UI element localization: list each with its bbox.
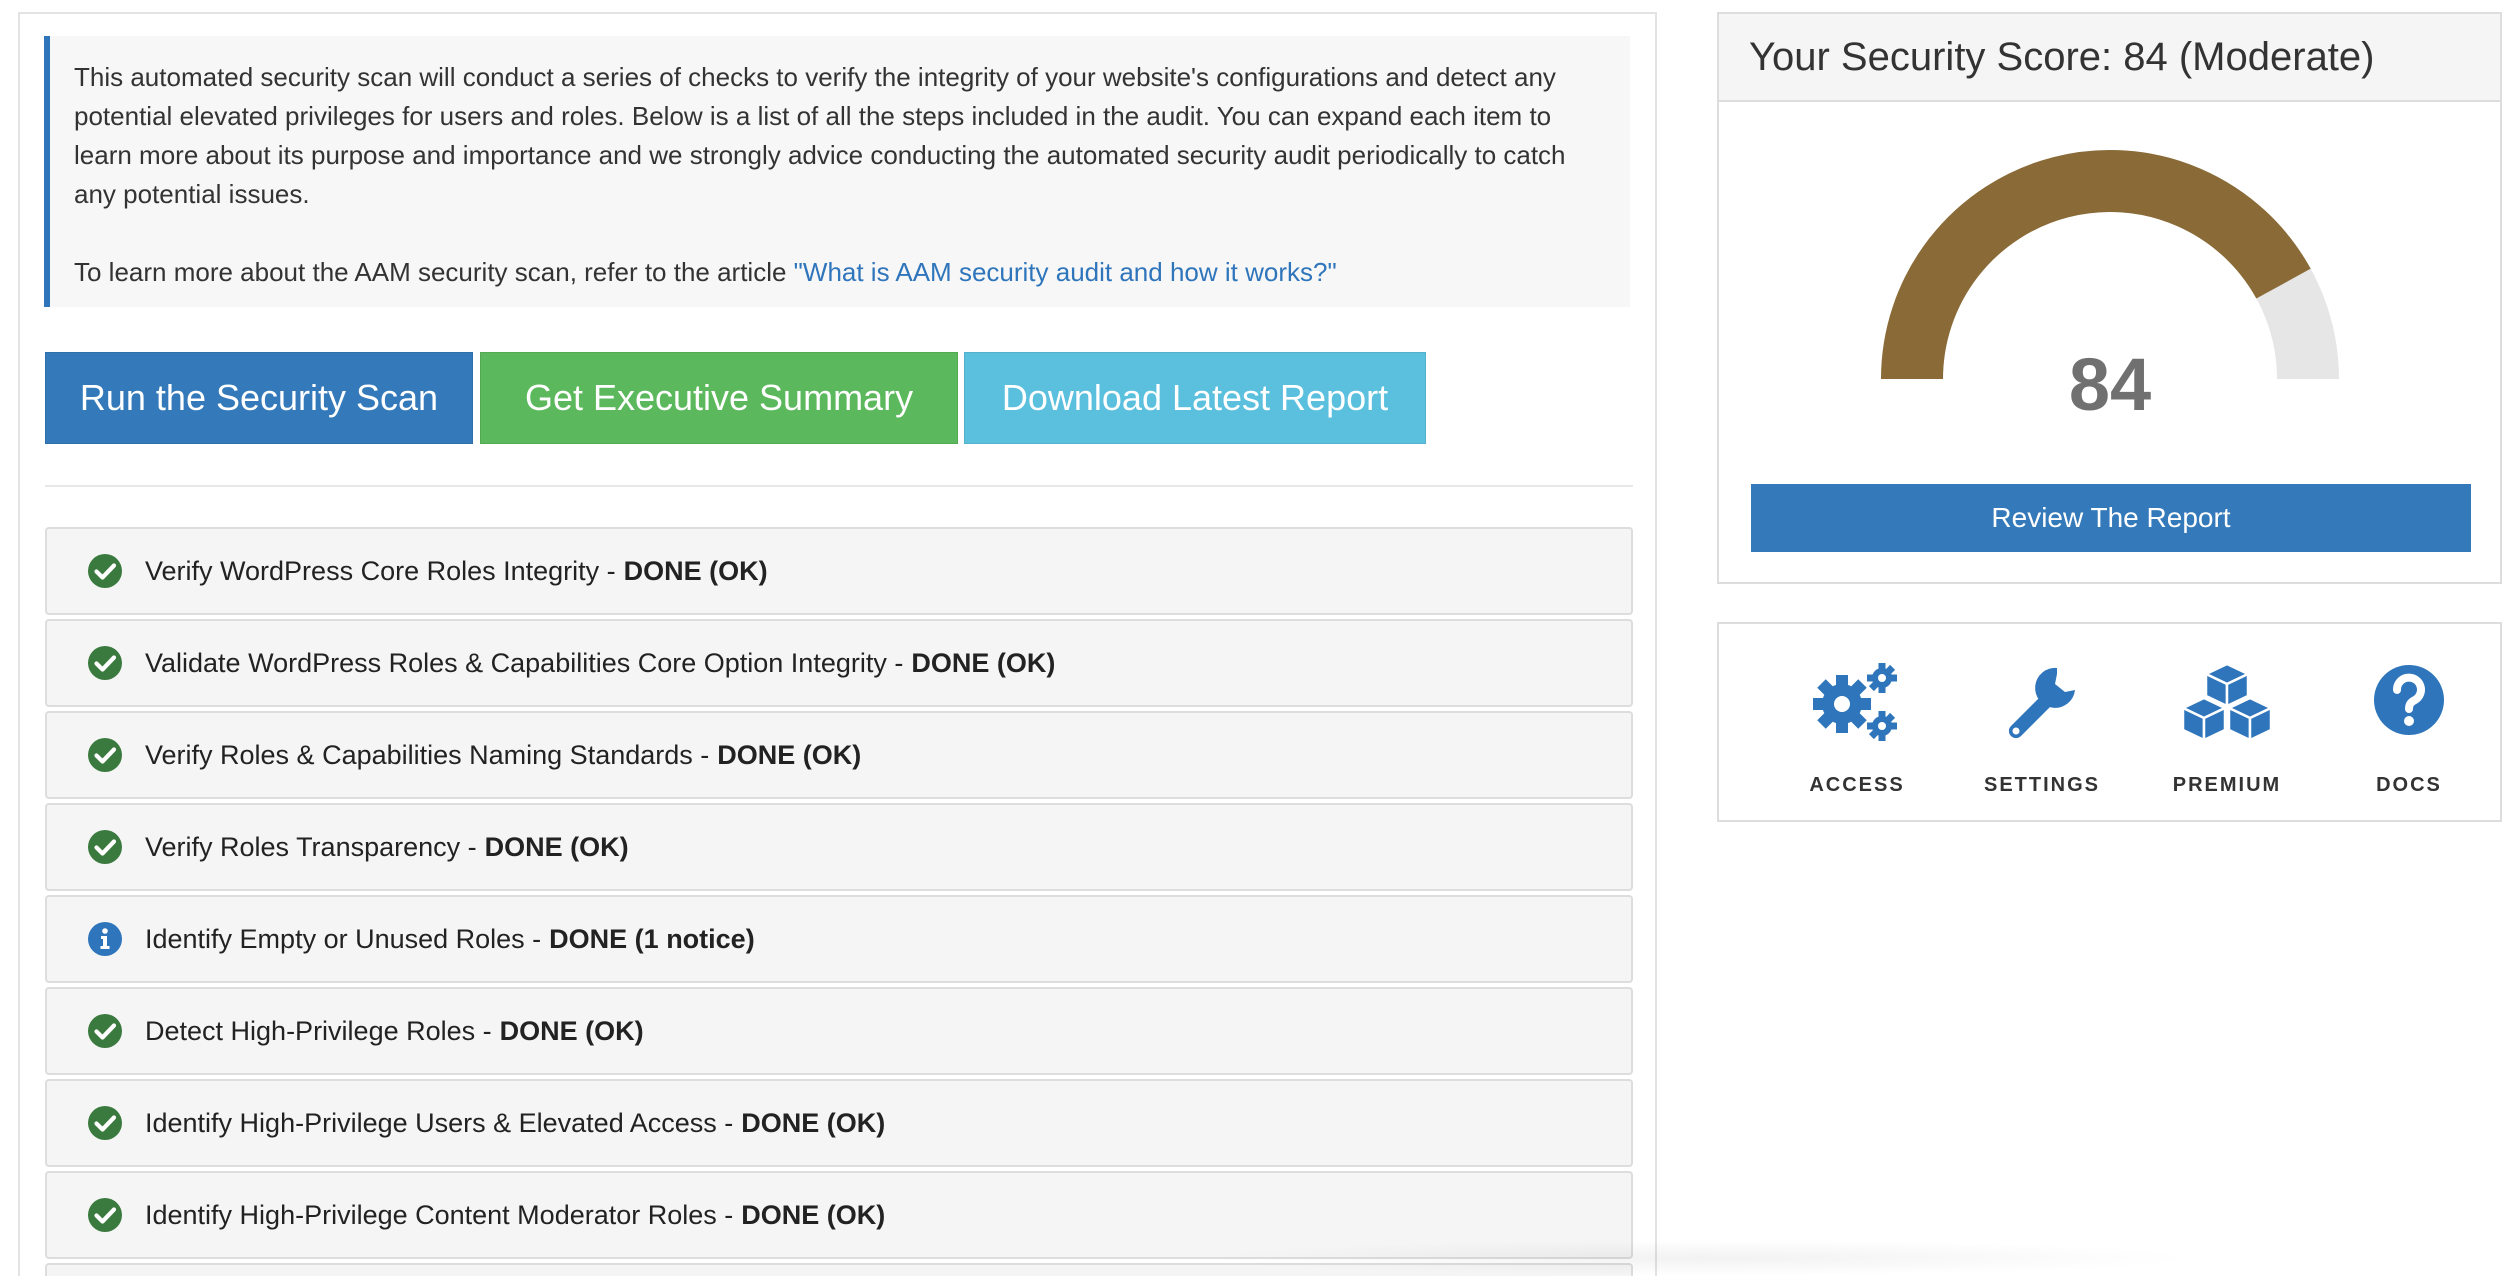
bottom-fade: [1200, 1240, 2200, 1276]
gauge-score-value: 84: [2068, 343, 2152, 426]
check-circle-icon: [87, 553, 123, 589]
audit-step-status: DONE (OK): [499, 1015, 644, 1046]
audit-step-label: Detect High-Privilege Roles -: [145, 1015, 492, 1046]
audit-step-status: DONE (OK): [911, 647, 1056, 678]
article-link[interactable]: "What is AAM security audit and how it works?": [793, 257, 1337, 287]
audit-step-status: DONE (OK): [741, 1199, 886, 1230]
security-score-gauge: [1875, 144, 2345, 426]
audit-step-label: Verify Roles & Capabilities Naming Standards -: [145, 739, 710, 770]
nav-access-label: ACCESS: [1809, 774, 1905, 796]
intro-article-reference: [74, 253, 1606, 292]
security-score-title: Your Security Score: 84 (Moderate): [1719, 14, 2500, 102]
nav-access[interactable]: [1767, 662, 1947, 797]
audit-step-label: Verify Roles Transparency -: [145, 831, 477, 862]
audit-step-empty-unused-roles[interactable]: [45, 895, 1633, 983]
audit-step-roles-transparency[interactable]: [45, 803, 1633, 891]
audit-step-status: DONE (OK): [484, 831, 629, 862]
nav-settings-label: SETTINGS: [1983, 774, 2100, 796]
question-circle-icon: [2359, 662, 2459, 752]
get-executive-summary-button[interactable]: Get Executive Summary: [480, 352, 958, 444]
check-circle-icon: [87, 829, 123, 865]
audit-step-label: Validate WordPress Roles & Capabilities Core Option Integrity -: [145, 647, 904, 678]
nav-docs-label: DOCS: [2376, 774, 2442, 796]
intro-description: This automated security scan will conduct a series of checks to verify the integrity of your website's configurations and detect any potential elevated privileges for users and roles. Below is a list of all the steps included in the audit. You can expand each item to learn more about its purpose and importance and we strongly advice conducting the automated security audit periodically to catch any potential issues.: [74, 62, 1566, 209]
audit-step-status: DONE (OK): [623, 555, 768, 586]
check-circle-icon: [87, 737, 123, 773]
audit-step-core-option-integrity[interactable]: [45, 619, 1633, 707]
audit-step-naming-standards[interactable]: [45, 711, 1633, 799]
intro-notice: [44, 36, 1630, 307]
quick-nav-panel: [1717, 622, 2502, 822]
audit-step-label: Identify Empty or Unused Roles -: [145, 923, 542, 954]
info-circle-icon: [87, 921, 123, 957]
cubes-icon: [2177, 662, 2277, 752]
audit-step-label: Identify High-Privilege Users & Elevated Access -: [145, 1107, 734, 1138]
wrench-icon: [1992, 662, 2092, 752]
audit-step-high-privilege-users[interactable]: [45, 1079, 1633, 1167]
cogs-icon: [1807, 662, 1907, 752]
nav-premium[interactable]: [2137, 662, 2317, 797]
audit-step-high-privilege-roles[interactable]: [45, 987, 1633, 1075]
check-circle-icon: [87, 645, 123, 681]
check-circle-icon: [87, 1013, 123, 1049]
intro-article-prefix: To learn more about the AAM security scan, refer to the article: [74, 257, 794, 287]
check-circle-icon: [87, 1105, 123, 1141]
security-score-panel: [1717, 12, 2502, 584]
audit-step-status: DONE (1 notice): [549, 923, 755, 954]
section-divider: [45, 485, 1633, 487]
security-scan-panel: [18, 12, 1657, 1276]
nav-settings[interactable]: [1952, 662, 2132, 797]
nav-docs[interactable]: [2319, 662, 2499, 797]
nav-premium-label: PREMIUM: [2172, 774, 2282, 796]
check-circle-icon: [87, 1197, 123, 1233]
run-security-scan-button[interactable]: Run the Security Scan: [45, 352, 473, 444]
download-latest-report-button[interactable]: Download Latest Report: [964, 352, 1426, 444]
audit-step-status: DONE (OK): [717, 739, 862, 770]
audit-step-label: Identify High-Privilege Content Moderator Roles -: [145, 1199, 734, 1230]
review-report-button[interactable]: Review The Report: [1751, 484, 2471, 552]
audit-step-label: Verify WordPress Core Roles Integrity -: [145, 555, 616, 586]
audit-step-status: DONE (OK): [741, 1107, 886, 1138]
audit-step-core-roles-integrity[interactable]: [45, 527, 1633, 615]
